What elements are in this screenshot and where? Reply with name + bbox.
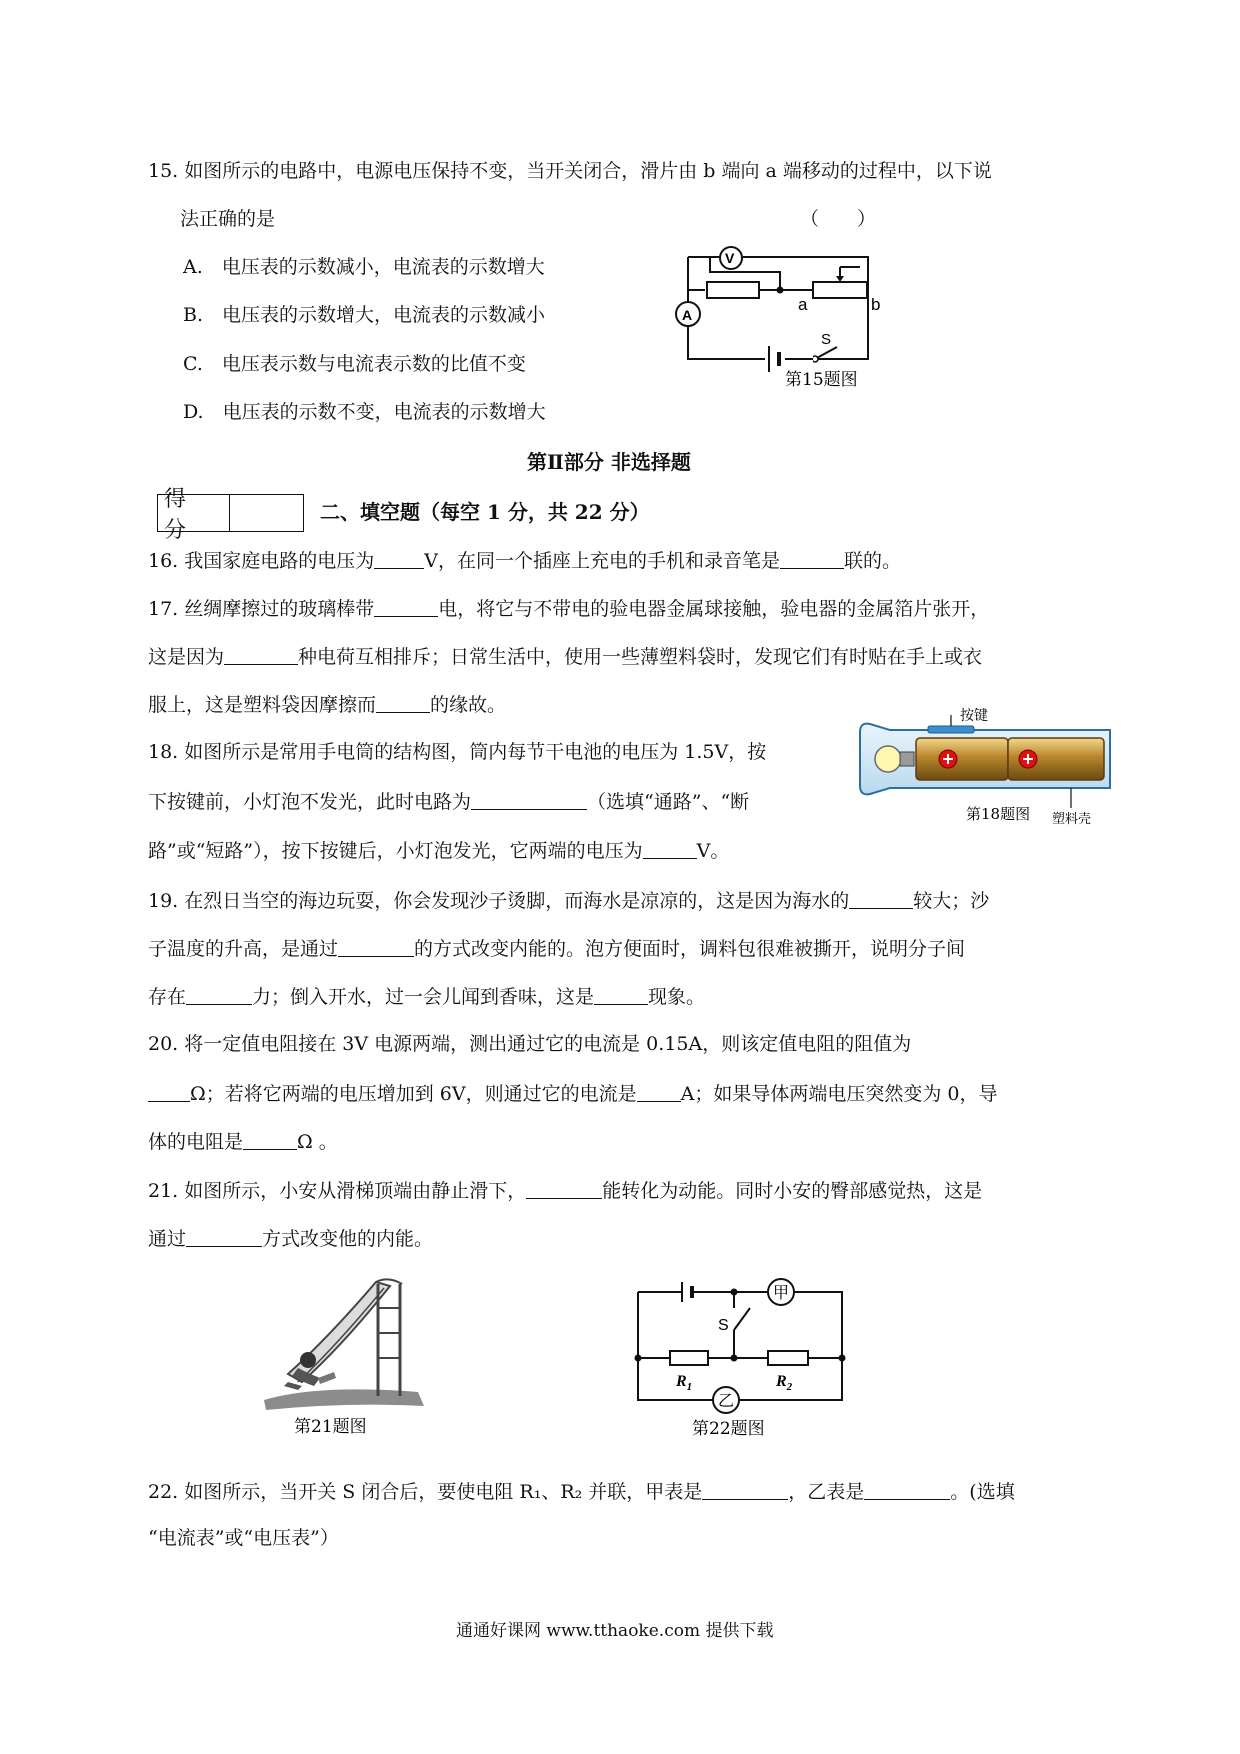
q19-text-2a: 子温度的升高，是通过 [148,938,339,960]
q18-shell-label: 塑料壳 [1052,812,1092,827]
q17-text-2b: 种电荷互相排斥；日常生活中，使用一些薄塑料袋时，发现它们有时贴在手上或衣 [298,646,983,668]
q20-blank-2[interactable] [637,1083,681,1102]
q15-label-a: a [798,295,808,314]
q19-line3 [148,986,705,1007]
q18-blank-1[interactable] [471,791,587,810]
q22-circuit-figure [624,1278,854,1440]
q15-circuit-figure [665,242,905,392]
q17-blank-3[interactable] [376,694,430,713]
q22-line2: “电流表”或“电压表”） [148,1527,339,1549]
q22-blank-2[interactable] [864,1481,950,1500]
q17-blank-1[interactable] [374,598,438,617]
q19-line2 [148,938,965,959]
q17-text-1a: 17. 丝绸摩擦过的玻璃棒带 [148,598,375,620]
q22-meter-yi-label: 乙 [718,1391,735,1410]
q22-switch-label: S [718,1317,729,1334]
part2-title: 第Ⅱ部分 非选择题 [527,450,691,474]
q15-figure-caption: 第15题图 [785,370,858,390]
q21-text-2b: 方式改变他的内能。 [262,1228,434,1250]
q21-slide-figure [258,1278,428,1438]
score-blank-cell[interactable] [230,495,303,531]
q20-blank-1[interactable] [148,1083,190,1102]
q15-option-b: B. 电压表的示数增大，电流表的示数减小 [183,304,546,326]
q22-r1-label: $R_1$ [676,1373,693,1393]
q22-text-1b: ，乙表是 [788,1481,865,1503]
q18-text-3b: V。 [696,840,730,862]
q22-meter-jia-label: 甲 [773,1283,790,1302]
q20-line1: 20. 将一定值电阻接在 3V 电源两端，测出通过它的电流是 0.15A，则该定值电阻的阻值为 [148,1033,912,1055]
score-box [157,487,304,543]
q21-blank-1[interactable] [526,1180,602,1199]
q21-figure-caption: 第21题图 [294,1417,367,1437]
q16-blank-1[interactable] [374,550,424,569]
q18-figure-caption: 第18题图 [966,805,1031,823]
q15-line1: 15. 如图所示的电路中，电源电压保持不变，当开关闭合，滑片由 b 端向 a 端移动的过程中，以下说 [148,160,992,182]
q17-text-3a: 服上，这是塑料袋因摩擦而 [148,694,377,716]
q17-text-3b: 的缘故。 [430,694,507,716]
q21-text-1a: 21. 如图所示，小安从滑梯顶端由静止滑下， [148,1180,527,1202]
q22-r2-label: $R_2$ [776,1373,793,1393]
q16-text-3: 联的。 [844,550,902,572]
q21-text-2a: 通过 [148,1228,187,1250]
q18-flashlight-figure [856,706,1118,830]
q17-text-2a: 这是因为 [148,646,225,668]
q15-option-c: C. 电压表示数与电流表示数的比值不变 [183,353,526,375]
q18-blank-2[interactable] [643,840,697,859]
q20-line3 [148,1131,338,1152]
q21-blank-2[interactable] [186,1228,262,1247]
q16-text-2: V，在同一个插座上充电的手机和录音笔是 [424,550,780,572]
q15-option-d: D. 电压表的示数不变，电流表的示数增大 [183,401,546,423]
q18-text-2b: （选填“通路”、“断 [587,791,750,813]
q19-blank-2[interactable] [338,938,414,957]
score-label: 得 分 [158,495,230,531]
q18-line3 [148,840,729,861]
q20-text-3b: Ω 。 [297,1131,338,1153]
q17-line2 [148,646,982,667]
q20-text-3a: 体的电阻是 [148,1131,244,1153]
q22-line1 [148,1481,1015,1502]
q21-line1 [148,1180,982,1201]
q15-voltmeter-label: V [725,250,735,266]
q17-text-1b: 电，将它与不带电的验电器金属球接触，验电器的金属箔片张开， [438,598,990,620]
q19-blank-3[interactable] [186,986,252,1005]
q22-text-1a: 22. 如图所示，当开关 S 闭合后，要使电阻 R₁、R₂ 并联，甲表是 [148,1481,703,1503]
q22-figure-caption: 第22题图 [692,1419,765,1439]
q21-line2 [148,1228,433,1249]
q19-text-1a: 19. 在烈日当空的海边玩耍，你会发现沙子烫脚，而海水是凉凉的，这是因为海水的 [148,890,850,912]
q22-text-1c: 。(选填 [950,1481,1015,1503]
q15-ammeter-label: A [682,307,693,323]
q18-key-label: 按键 [960,708,988,724]
q18-line1: 18. 如图所示是常用手电筒的结构图，筒内每节干电池的电压为 1.5V，按 [148,741,767,763]
q16-blank-2[interactable] [780,550,844,569]
q19-text-3b: 力；倒入开水，过一会儿闻到香味，这是 [252,986,595,1008]
q19-line1 [148,890,989,911]
page-footer: 通通好课网 www.tthaoke.com 提供下载 [456,1621,774,1641]
q16-text-1: 16. 我国家庭电路的电压为 [148,550,375,572]
q20-text-2a: Ω；若将它两端的电压增加到 6V，则通过它的电流是 [190,1083,637,1105]
q15-option-a: A. 电压表的示数减小，电流表的示数增大 [183,256,545,278]
q17-line1 [148,598,989,619]
q18-text-3a: 路”或“短路”），按下按键后，小灯泡发光，它两端的电压为 [148,840,643,862]
q19-text-1b: 较大；沙 [913,890,990,912]
q19-blank-4[interactable] [594,986,648,1005]
q20-blank-3[interactable] [243,1131,297,1150]
q19-text-3a: 存在 [148,986,187,1008]
q15-answer-paren: （ ） [800,208,877,230]
q20-line2 [148,1083,997,1104]
q18-text-2a: 下按键前，小灯泡不发光，此时电路为 [148,791,472,813]
q21-text-1b: 能转化为动能。同时小安的臀部感觉热，这是 [602,1180,983,1202]
q17-blank-2[interactable] [224,646,298,665]
q19-blank-1[interactable] [849,890,913,909]
q15-label-b: b [871,295,881,314]
q15-label-s: S [821,331,832,348]
q17-line3 [148,694,506,715]
q18-line2 [148,791,749,812]
q19-text-2b: 的方式改变内能的。泡方便面时，调料包很难被撕开，说明分子间 [414,938,966,960]
q22-blank-1[interactable] [702,1481,788,1500]
q20-text-2b: A；如果导体两端电压突然变为 0，导 [680,1083,998,1105]
q15-line2: 法正确的是 [180,208,276,230]
section-title: 二、填空题（每空 1 分，共 22 分） [320,500,650,524]
q16-line [148,550,901,571]
q19-text-3c: 现象。 [648,986,706,1008]
